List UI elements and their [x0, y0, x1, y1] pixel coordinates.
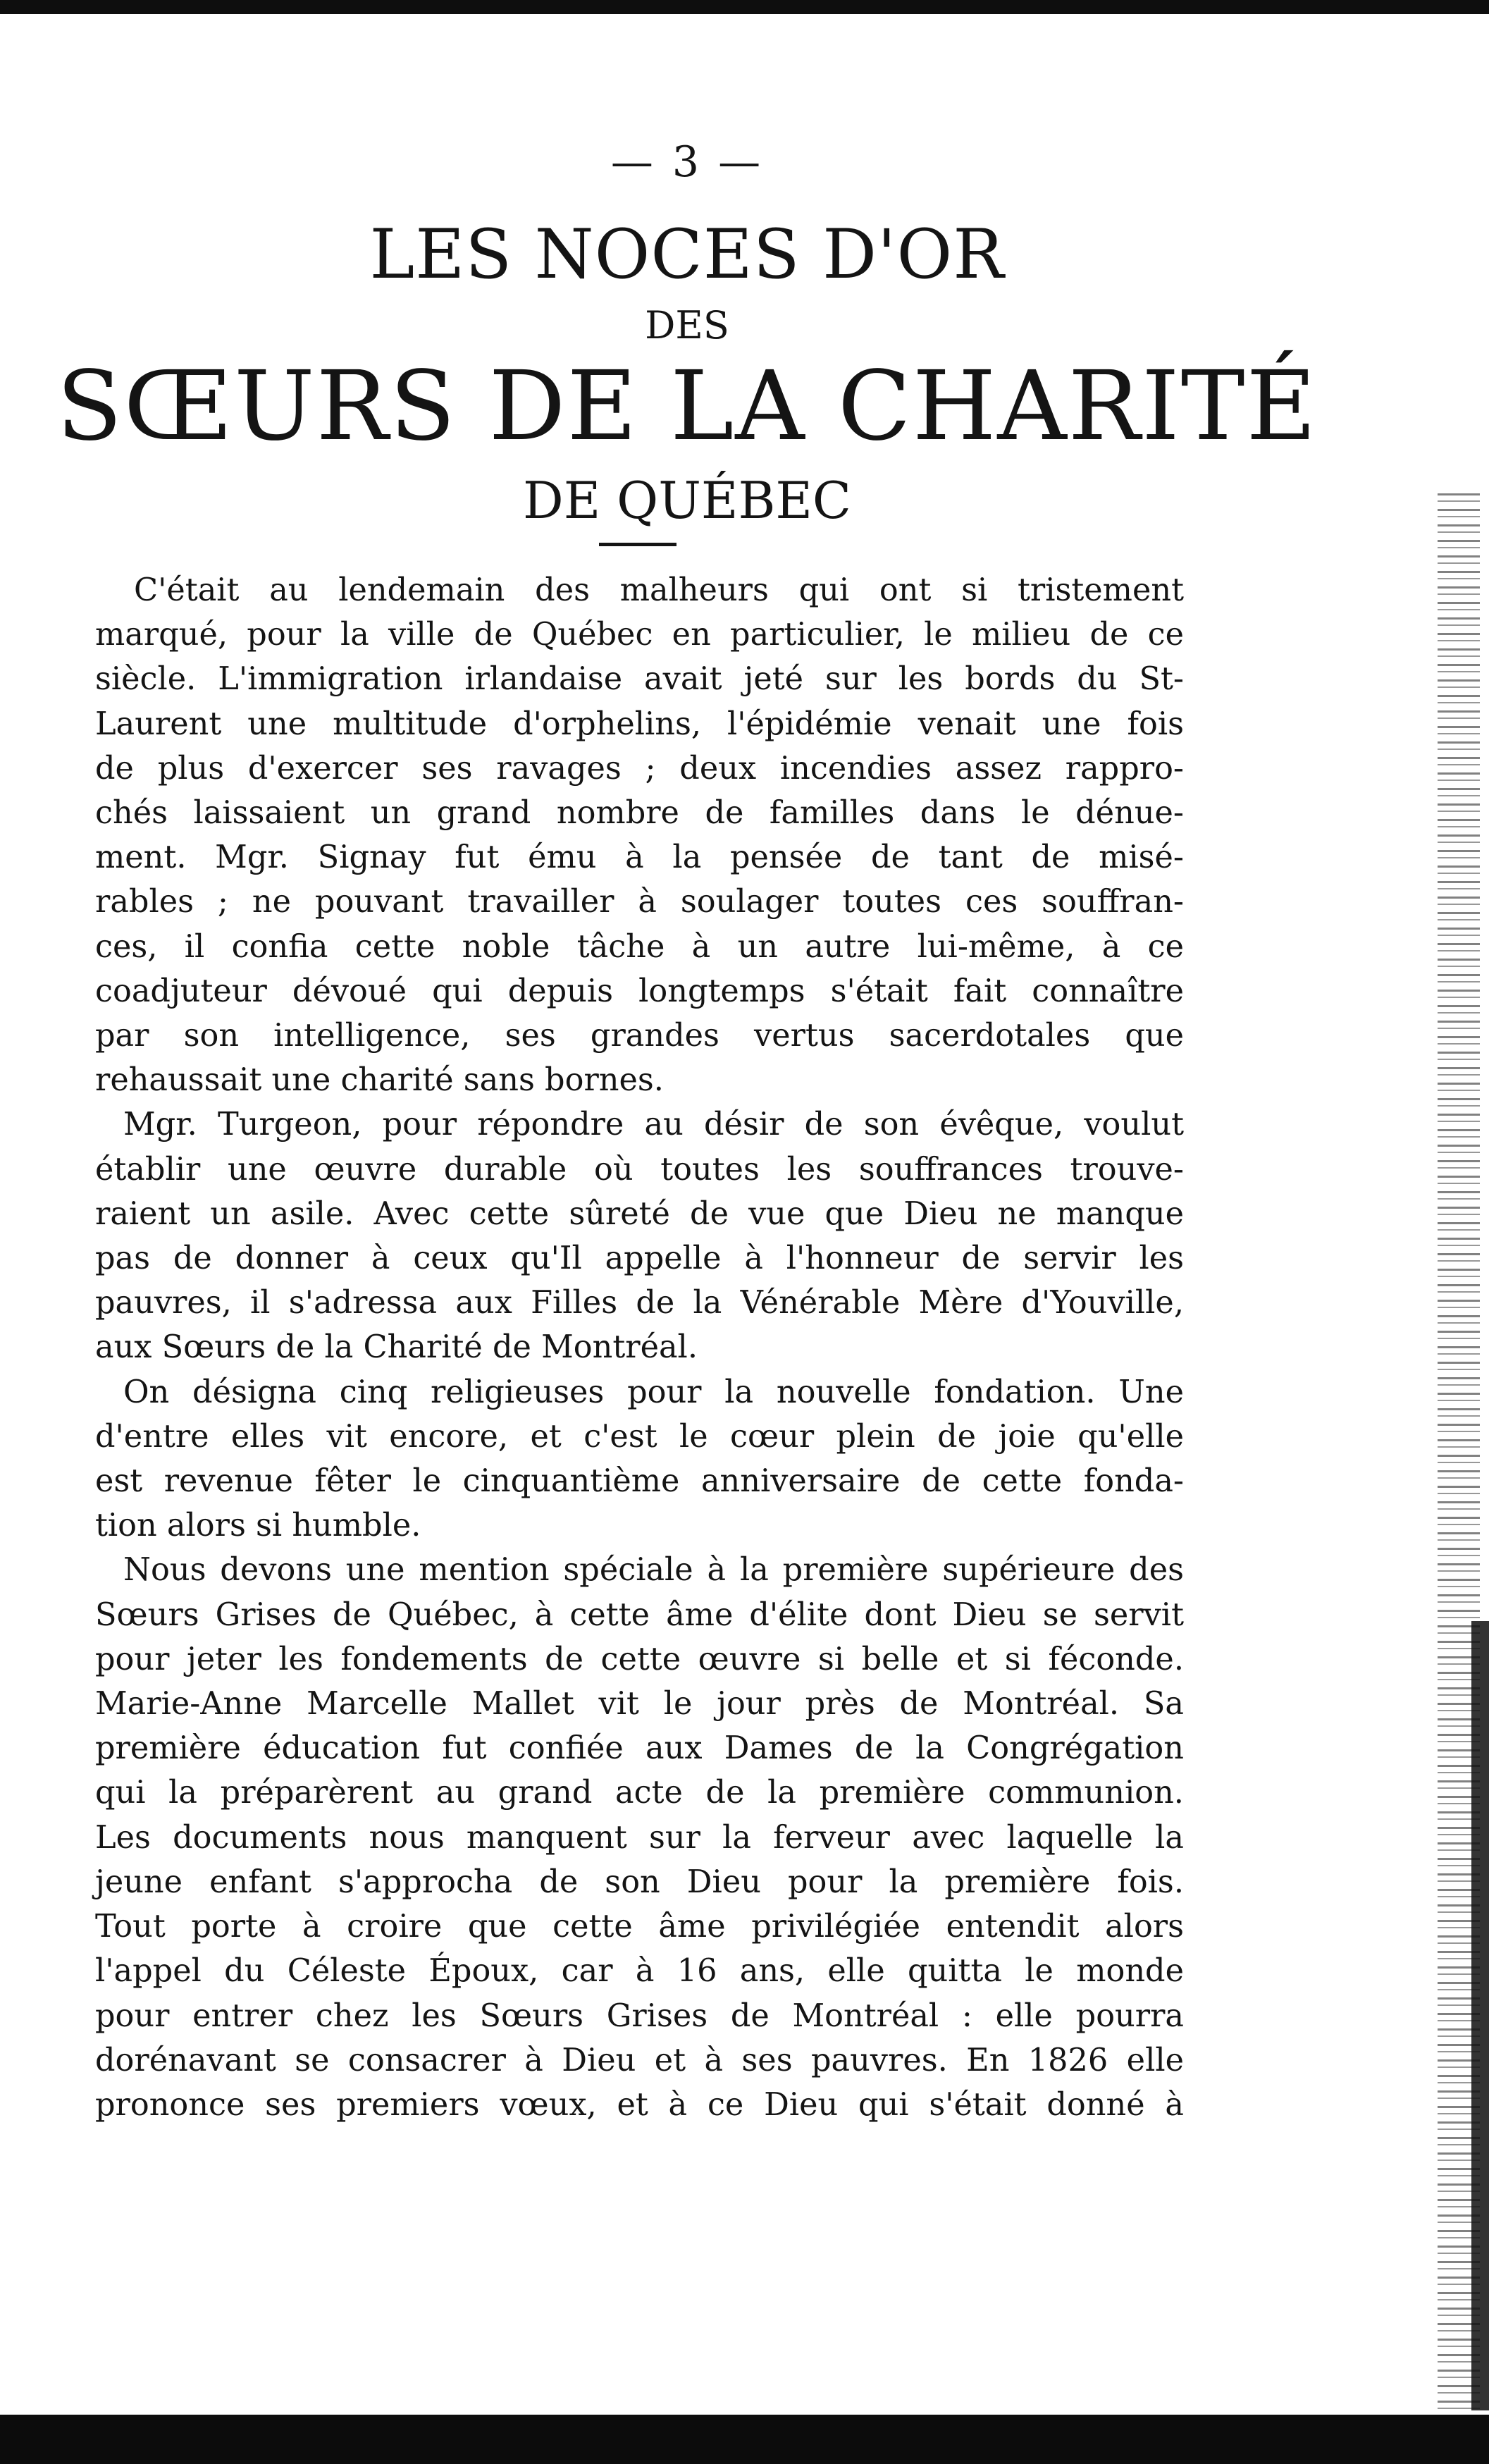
body-text: [95, 568, 1184, 2127]
text-line: d'entre elles vit encore, et c'est le cœur plein de joie qu'elle: [95, 1417, 1184, 1455]
text-line: C'était au lendemain des malheurs qui ont si tristement: [134, 572, 1184, 608]
text-line: Nous devons une mention spéciale à la première supérieure des: [123, 1551, 1184, 1589]
text-line: aux Sœurs de la Charité de Montréal.: [95, 1329, 698, 1366]
text-line: jeune enfant s'approcha de son Dieu pour la première fois.: [95, 1863, 1184, 1900]
text-line: Les documents nous manquent sur la ferveur avec laquelle la: [95, 1818, 1184, 1856]
text-line: ment. Mgr. Signay fut ému à la pensée de tant de misé-: [95, 839, 1184, 876]
text-line: Laurent une multitude d'orphelins, l'épidémie venait une fois: [95, 705, 1184, 742]
title-main: SŒURS DE LA CHARITÉ: [56, 351, 1318, 462]
text-line: ces, il confia cette noble tâche à un autre lui-même, à ce: [95, 928, 1184, 965]
text-line: chés laissaient un grand nombre de familles dans le dénue-: [95, 794, 1184, 832]
scan-bottom-border: [0, 2415, 1489, 2464]
text-line: pas de donner à ceux qu'Il appelle à l'honneur de servir les: [95, 1240, 1184, 1277]
text-line: rehaussait une charité sans bornes.: [95, 1061, 664, 1099]
text-line: première éducation fut confiée aux Dames de la Congrégation: [95, 1730, 1184, 1767]
text-line: pour entrer chez les Sœurs Grises de Montréal : elle pourra: [95, 1997, 1184, 2034]
text-line: Mgr. Turgeon, pour répondre au désir de son évêque, voulut: [123, 1106, 1184, 1143]
text-line: coadjuteur dévoué qui depuis longtemps s'était fait connaître: [95, 972, 1184, 1009]
text-line: Tout porte à croire que cette âme privilégiée entendit alors: [95, 1908, 1184, 1945]
title-line-1: LES NOCES D'OR: [369, 215, 1005, 294]
text-line: raient un asile. Avec cette sûreté de vue que Dieu ne manque: [95, 1195, 1184, 1232]
title-line-2: DES: [645, 303, 729, 347]
text-line: est revenue fêter le cinquantième anniversaire de cette fonda-: [95, 1462, 1184, 1500]
title-subtitle: DE QUÉBEC: [523, 471, 851, 530]
scan-right-binding: [1471, 1621, 1489, 2410]
text-line: de plus d'exercer ses ravages ; deux incendies assez rappro-: [95, 749, 1184, 787]
text-line: rables ; ne pouvant travailler à soulager toutes ces souffran-: [95, 883, 1184, 920]
text-line: On désigna cinq religieuses pour la nouvelle fondation. Une: [123, 1373, 1184, 1410]
text-line: pauvres, il s'adressa aux Filles de la Vénérable Mère d'Youville,: [95, 1284, 1184, 1322]
page-number: — 3 —: [610, 137, 764, 187]
text-line: marqué, pour la ville de Québec en particulier, le milieu de ce: [95, 616, 1184, 653]
text-line: établir une œuvre durable où toutes les souffrances trouve-: [95, 1150, 1184, 1188]
text-line: tion alors si humble.: [95, 1507, 421, 1544]
text-line: qui la préparèrent au grand acte de la première communion.: [95, 1774, 1184, 1811]
text-line: pour jeter les fondements de cette œuvre si belle et si féconde.: [95, 1640, 1184, 1677]
text-line: Sœurs Grises de Québec, à cette âme d'élite dont Dieu se servit: [95, 1596, 1184, 1633]
text-line: dorénavant se consacrer à Dieu et à ses pauvres. En 1826 elle: [95, 2041, 1184, 2078]
text-line: par son intelligence, ses grandes vertus sacerdotales que: [95, 1017, 1184, 1054]
text-line: l'appel du Céleste Époux, car à 16 ans, elle quitta le monde: [95, 1952, 1184, 1990]
text-line: prononce ses premiers vœux, et à ce Dieu qui s'était donné à: [95, 2086, 1184, 2123]
text-line: siècle. L'immigration irlandaise avait jeté sur les bords du St-: [95, 660, 1184, 698]
text-line: Marie-Anne Marcelle Mallet vit le jour près de Montréal. Sa: [95, 1685, 1184, 1723]
title-rule: [599, 543, 676, 546]
scan-top-border: [0, 0, 1489, 14]
